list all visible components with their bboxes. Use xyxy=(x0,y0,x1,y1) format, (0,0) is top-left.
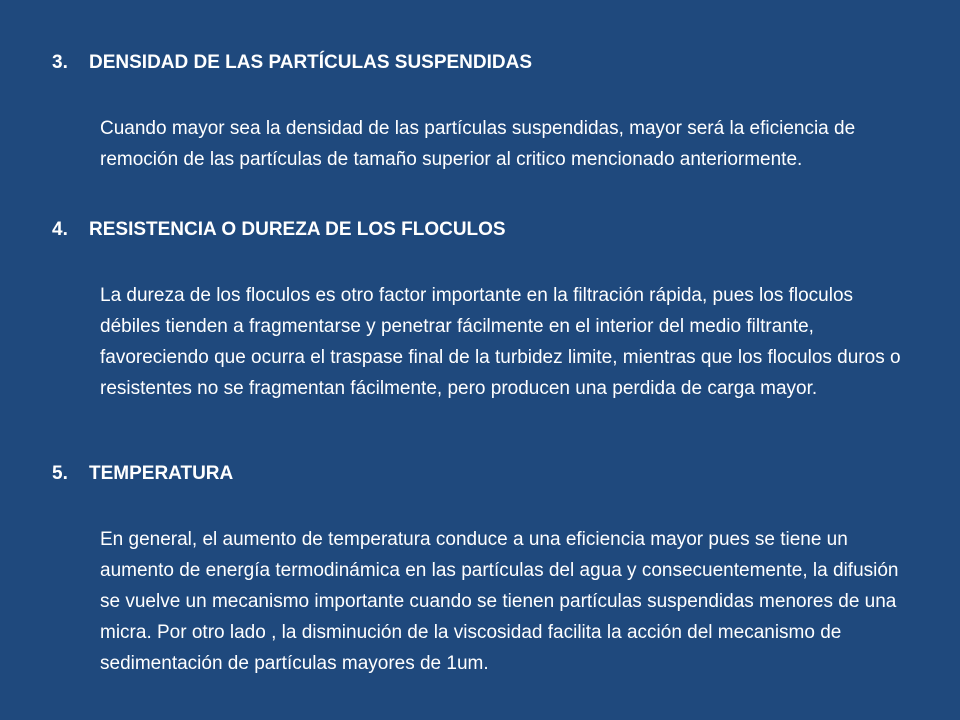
section-paragraph: La dureza de los floculos es otro factor importante en la filtración rápida, pues los floculos débiles tienden a fragmentarse y penetrar fácilmente en el interior del medio filtrante, favoreciendo que ocurra el traspase final de la turbidez limite, mientras que los floculos duros o resistentes no se fragmentan fácilmente, pero producen una perdida de carga mayor. xyxy=(100,285,901,399)
section-number: 5. xyxy=(52,463,68,484)
section-heading xyxy=(52,51,912,75)
section-heading xyxy=(52,462,912,486)
section-title: TEMPERATURA xyxy=(89,463,234,484)
section-number: 4. xyxy=(52,219,68,240)
section-paragraph: Cuando mayor sea la densidad de las partículas suspendidas, mayor será la eficiencia de remoción de las partículas de tamaño superior al critico mencionado anteriormente. xyxy=(100,118,856,170)
section-number: 3. xyxy=(52,52,68,73)
section-densidad xyxy=(52,51,912,175)
section-title: RESISTENCIA O DUREZA DE LOS FLOCULOS xyxy=(89,219,506,240)
section-resistencia xyxy=(52,218,912,404)
section-temperatura xyxy=(52,462,912,679)
section-paragraph: En general, el aumento de temperatura conduce a una eficiencia mayor pues se tiene un aumento de energía termodinámica en las partículas del agua y consecuentemente, la difusión se vuelve un mecanismo importante cuando se tienen partículas suspendidas menores de una micra. Por otro lado , la disminución de la viscosidad facilita la acción del mecanismo de sedimentación de partículas mayores de 1um. xyxy=(100,529,899,674)
section-title: DENSIDAD DE LAS PARTÍCULAS SUSPENDIDAS xyxy=(89,52,533,73)
section-heading xyxy=(52,218,912,242)
